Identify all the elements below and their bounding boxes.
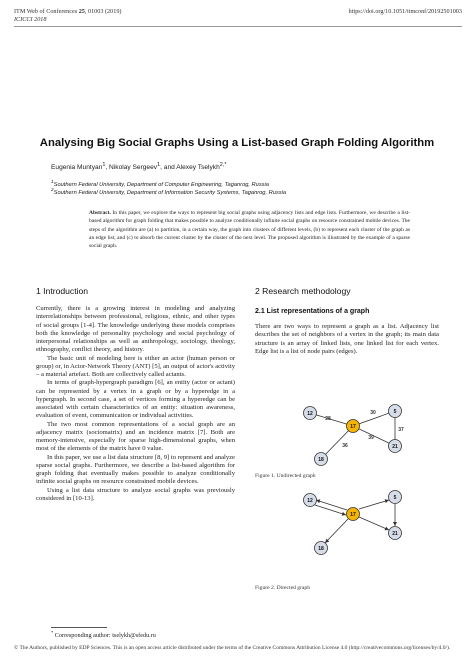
subsection-heading: 2.1 List representations of a graph bbox=[255, 308, 370, 315]
node-label: 17 bbox=[350, 512, 356, 518]
edge-arrow bbox=[315, 505, 346, 515]
license-notice: © The Authors, published by EDP Sciences. This is an open access article distributed under the terms of the Creative Commons Attribution License 4.0 (http://creativecommons.org/licenses/by/4.0/). bbox=[14, 645, 451, 651]
node-label: 5 bbox=[393, 495, 397, 501]
author-list: Eugenia Muntyan$^1$, Nikolay Sergeev$^1$, and Alexey Tselykh$^{2,*}$ bbox=[51, 162, 227, 172]
introduction-body bbox=[36, 305, 235, 503]
header-divider bbox=[14, 26, 462, 27]
node-label: 12 bbox=[307, 411, 313, 417]
paragraph: Using a list data structure to analyze social graphs was previously considered in [10-13]. bbox=[36, 486, 235, 502]
section-heading-introduction: 1 Introduction bbox=[36, 286, 89, 296]
section-heading-methodology: 2 Research methodology bbox=[255, 286, 351, 296]
abstract bbox=[89, 209, 410, 250]
paragraph: In terms of graph-hypergraph paradigm [6], an entity (actor or actant) can be represented by a vertex in a graph or by a hyperedge in a hypergraph. In second case, a set of vertices forming a hyperedge can be associated with certain characteristics of an entity: situation awareness, evaluation of event, communication or individual activities. bbox=[36, 379, 235, 420]
paper-title: Analysing Big Social Graphs Using a List-based Graph Folding Algorithm bbox=[39, 137, 435, 149]
figure-2-caption: Figure 2. Directed graph bbox=[255, 585, 310, 591]
edge-line bbox=[353, 426, 395, 446]
node-label: 18 bbox=[318, 546, 324, 552]
conference-name: ICICCI 2018 bbox=[14, 16, 47, 23]
author-2: , Nikolay Sergeev bbox=[105, 164, 158, 172]
node-label: 12 bbox=[307, 498, 313, 504]
journal-volume: 25 bbox=[78, 8, 85, 15]
author-1: Eugenia Muntyan bbox=[51, 164, 103, 172]
paragraph: Currently, there is a growing interest in modeling and analyzing interrelationships between professional, religious, ethnic, and other types of social groups [1-4]. The knowledge underlying these models comprises both the knowledge of personality psychology and social psychology of interpersonal relationships as well as anthropology, sociology, theology, ethnography, conflict theory, and history. bbox=[36, 305, 235, 354]
affiliation-2: $^2$Southern Federal University, Department of Information Security Systems, Taganrog, Russia bbox=[51, 188, 286, 196]
journal-name: ITM Web of Conferences bbox=[14, 8, 78, 15]
directed-graph-figure bbox=[255, 488, 455, 558]
edge-arrow bbox=[359, 500, 389, 509]
paragraph: In this paper, we use a list data structure [8, 9] to represent and analyze sparse social graphs. Furthermore, we describe a list-based algorithm for graph folding that eventually makes possible to analyze conditionally infinite social graphs on resource constrained mobile devices. bbox=[36, 453, 235, 486]
affiliation-1: $^1$Southern Federal University, Department of Computer Engineering, Taganrog, Russia bbox=[51, 180, 269, 188]
author-3: , and Alexey Tselykh bbox=[160, 164, 220, 172]
node-label: 21 bbox=[392, 531, 398, 537]
figure-1-caption: Figure 1. Undirected graph bbox=[255, 473, 316, 479]
edge-label: 36 bbox=[342, 443, 348, 449]
paragraph: The basic unit of modeling here is either an actor (human person or group) or, in Actor-Network Theory (ANT) [5], an output of actor's activity – a material artefact. Both are collectively called actants. bbox=[36, 354, 235, 378]
footnote-divider bbox=[51, 627, 107, 628]
node-label: 21 bbox=[392, 444, 398, 450]
article-number: , 01003 (2019) bbox=[84, 8, 122, 15]
methodology-body bbox=[255, 323, 439, 356]
abstract-label: Abstract. bbox=[89, 210, 111, 216]
paragraph: The two most common representations of a social graph are an adjacency matrix (sociomatrix) and an incidence matrix [7]. Both are memory-intensive, especially for sparse high-dimensional graphs, when most of the elements of the matrix have 0 value. bbox=[36, 420, 235, 453]
edge-label: 37 bbox=[398, 427, 404, 433]
corresponding-author-footnote: * Corresponding author: tselykh@sfedu.ru bbox=[51, 630, 156, 640]
edge-label: 28 bbox=[325, 416, 331, 422]
node-label: 17 bbox=[350, 424, 356, 430]
doi-link[interactable]: https://doi.org/10.1051/itmconf/20192501003 bbox=[348, 8, 462, 15]
running-header-left bbox=[14, 8, 121, 24]
edge-arrow bbox=[359, 517, 389, 530]
node-label: 18 bbox=[318, 457, 324, 463]
paragraph: There are two ways to represent a graph as a list. Adjacency list describes the set of neighbors of a vertex in the graph; its main data structure is an array of linked lists, one linked list for each vertex. Edge list is a list of node pairs (edges). bbox=[255, 323, 439, 355]
edge-arrow bbox=[325, 519, 348, 543]
directed-edges bbox=[315, 500, 395, 543]
edge-label: 30 bbox=[370, 410, 376, 416]
undirected-graph-figure bbox=[255, 401, 455, 469]
edge-label: 39 bbox=[368, 435, 374, 441]
node-label: 5 bbox=[393, 409, 397, 415]
abstract-text: In this paper, we explore the ways to represent big social graphs using adjacency lists and edge lists. Furthermore, we describe a list-based algorithm for graph folding that makes possible to analyze conditionally infinite social graphs on resource constrained mobile devices. The steps of the algorithm are (a) to partition, in a certain way, the graph into clusters of different levels, (b) to represent each cluster of the graph as an edge list, and (c) to absorb the current cluster by the cluster of the next level. The proposed algorithm is illustrated by the example of a sparse social graph. bbox=[89, 210, 410, 249]
edge-arrow bbox=[316, 500, 347, 510]
edges bbox=[310, 411, 395, 459]
